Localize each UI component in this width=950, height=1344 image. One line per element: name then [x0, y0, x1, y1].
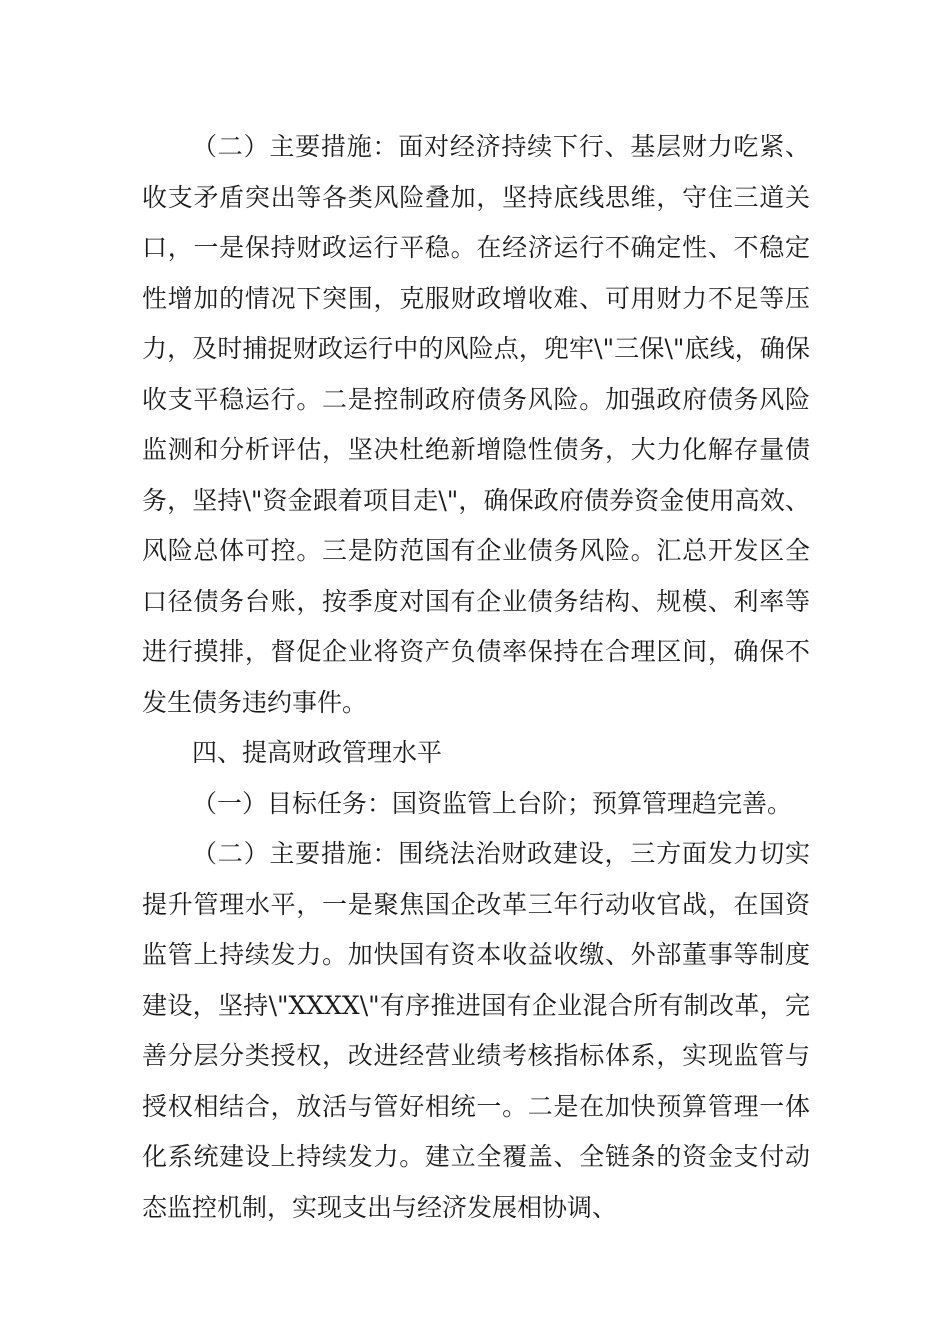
paragraph-main-measures-management: （二）主要措施：围绕法治财政建设，三方面发力切实提升管理水平，一是聚焦国企改革三年行动收官战，在国资监管上持续发力。加快国有资本收益收缴、外部董事等制度建设，坚持\"XXXX\"有序推进国有企业混合所有制改革，完善分层分类授权，改进经营业绩考核指标体系，实现监管与授权相结合，放活与管好相统一。二是在加快预算管理一体化系统建设上持续发力。建立全覆盖、全链条的资金支付动态监控机制，实现支出与经济发展相协调、: [142, 839, 810, 1222]
section-heading-management: 四、提高财政管理水平: [192, 738, 443, 767]
document-page: [142, 122, 810, 1233]
paragraph-main-measures-risk: （二）主要措施：面对经济持续下行、基层财力吃紧、收支矛盾突出等各类风险叠加，坚持底线思维，守住三道关口，一是保持财政运行平稳。在经济运行不确定性、不稳定性增加的情况下突围，克服财政增收难、可用财力不足等压力，及时捕捉财政运行中的风险点，兜牢\"三保\"底线，确保收支平稳运行。二是控制政府债务风险。加强政府债务风险监测和分析评估，坚决杜绝新增隐性债务，大力化解存量债务，坚持\"资金跟着项目走\"，确保政府债券资金使用高效、风险总体可控。三是防范国有企业债务风险。汇总开发区全口径债务台账，按季度对国有企业债务结构、规模、利率等进行摸排，督促企业将资产负债率保持在合理区间，确保不发生债务违约事件。: [142, 132, 810, 717]
paragraph-target-tasks: （一）目标任务：国资监管上台阶；预算管理趋完善。: [192, 788, 793, 818]
